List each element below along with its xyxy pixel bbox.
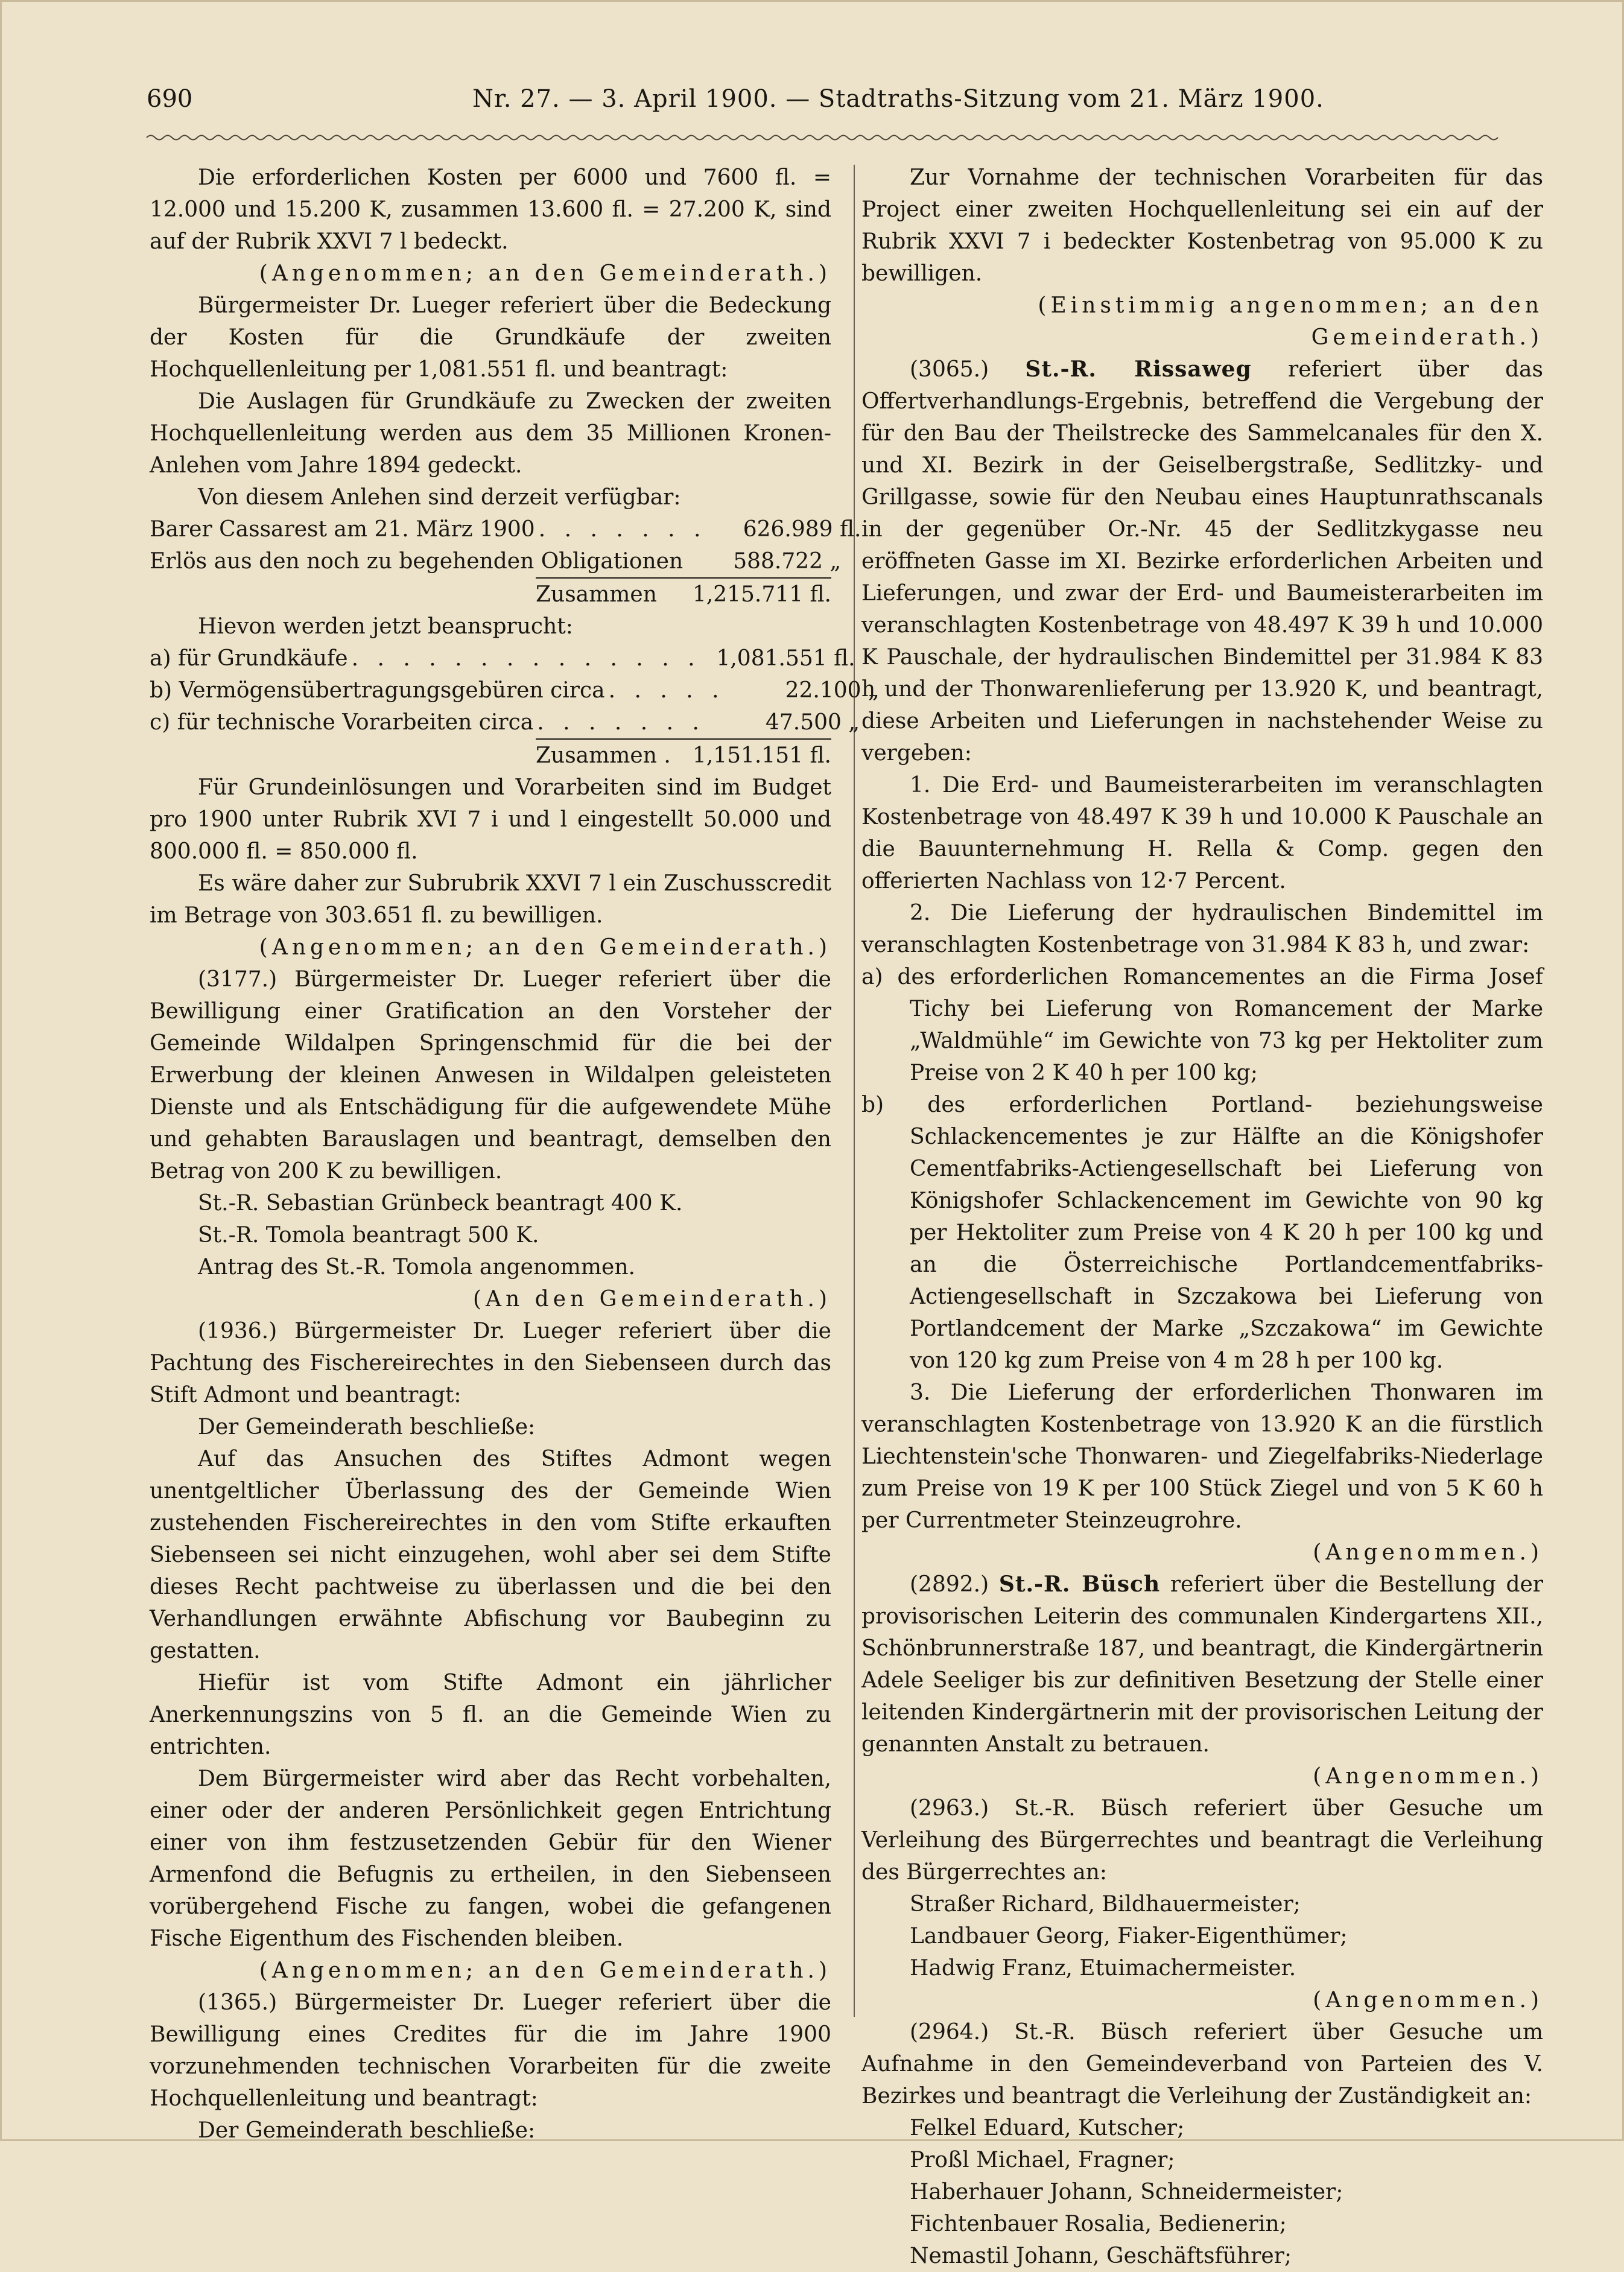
total-amount: 1,151.151 fl.	[692, 743, 831, 768]
ledger-label: c) für technische Vorarbeiten circa	[150, 710, 534, 735]
ledger-row	[150, 643, 855, 674]
paragraph: (1365.) Bürgermeister Dr. Lueger referiert über die Bewilligung eines Credites für die im Jahre 1900 vorzunehmenden technischen Vorarbeiten für die zweite Hochquellenleitung und beantragt:	[150, 1990, 831, 2111]
paragraph: Dem Bürgermeister wird aber das Recht vorbehalten, einer oder der anderen Persönlichkeit gegen Entrichtung einer von ihm festzusetzenden Gebür für den Wiener Armenfond die Befugnis zu ertheilen, in den Siebenseen vorübergehend Fische zu fangen, wobei die gefangenen Fische Eigenthum des Fischenden bleiben.	[150, 1766, 831, 1951]
item-number: (2892.)	[910, 1572, 989, 1597]
paragraph: Es wäre daher zur Subrubrik XXVI 7 l ein Zuschusscredit im Betrage von 303.651 fl. zu bewilligen.	[150, 871, 831, 928]
paragraph: Die Auslagen für Grundkäufe zu Zwecken der zweiten Hochquellenleitung werden aus dem 35 Millionen Kronen-Anlehen vom Jahre 1894 gedeckt.	[150, 389, 831, 478]
status-note: (Angenommen; an den Gemeinderath.)	[259, 261, 831, 286]
status-note: (Einstimmig angenommen; an den Gemeinderath.)	[1038, 293, 1543, 350]
status-note: (Angenommen.)	[1313, 1764, 1543, 1789]
sub-item: b) des erforderlichen Portland- beziehungsweise Schlackencementes je zur Hälfte an die Königshofer Cementfabriks-Actiengesellschaft bei Lieferung von Königshofer Schlackencement im Gewichte von 90 kg per Hektoliter zum Preise von 4 K 20 h per 100 kg und an die Österreichische Portlandcementfabriks-Actiengesellschaft in Szczakowa bei Lieferung von Portlandcement der Marke „Szczakowa“ im Gewichte von 120 kg zum Preise von 4 m 28 h per 100 kg.	[861, 1093, 1543, 1373]
paragraph: (3177.) Bürgermeister Dr. Lueger referiert über die Bewilligung einer Gratification an den Vorsteher der Gemeinde Wildalpen Springenschmid für die bei der Erwerbung der kleinen Anwesen in Wildalpen geleisteten Dienste und als Entschädigung für die aufgewendete Mühe und gehabten Barauslagen und beantragt, demselben den Betrag von 200 K zu bewilligen.	[150, 967, 831, 1184]
page-header	[147, 85, 1498, 121]
status-note: (Angenommen.)	[1313, 1540, 1543, 1565]
name-entry: Felkel Eduard, Kutscher;	[910, 2116, 1185, 2140]
paragraph: Bürgermeister Dr. Lueger referiert über die Bedeckung der Kosten für die Grundkäufe der zweiten Hochquellenleitung per 1,081.551 fl. und beantragt:	[150, 293, 831, 382]
wavy-divider	[147, 133, 1498, 142]
ledger-label: b) Vermögensübertragungsgebüren circa	[150, 678, 605, 703]
name-entry: Fichtenbauer Rosalia, Bedienerin;	[910, 2212, 1287, 2236]
ledger-total-row	[536, 577, 831, 611]
paragraph	[861, 354, 1543, 769]
right-column	[861, 162, 1543, 2272]
leader-dots: . . . . . . . . . . . . . .	[351, 646, 701, 671]
speaker-name: St.-R. Büsch	[998, 1572, 1161, 1597]
leader-dots: . . . . .	[608, 678, 725, 703]
name-entry: Haberhauer Johann, Schneidermeister;	[910, 2180, 1343, 2204]
leader-dots: . . . . . . .	[538, 517, 707, 542]
name-entry: Hadwig Franz, Etuimachermeister.	[910, 1956, 1296, 1981]
paragraph: Die erforderlichen Kosten per 6000 und 7600 fl. = 12.000 und 15.200 K, zusammen 13.600 fl. = 27.200 K, sind auf der Rubrik XXVI 7 l bedeckt.	[150, 165, 831, 254]
paragraph: 2. Die Lieferung der hydraulischen Bindemittel im veranschlagten Kostenbetrage von 31.984 K 83 h, und zwar:	[861, 901, 1543, 957]
speaker-name: St.-R. Rissaweg	[1025, 357, 1252, 382]
page-number: 690	[147, 85, 193, 113]
ledger-total-row	[536, 738, 831, 772]
ledger-row	[150, 545, 842, 577]
paragraph: (2963.) St.-R. Büsch referiert über Gesuche um Verleihung des Bürgerrechtes und beantragt die Verleihung des Bürgerrechtes an:	[861, 1796, 1543, 1885]
paragraph: St.-R. Tomola beantragt 500 K.	[198, 1223, 539, 1248]
ledger-row	[150, 674, 880, 706]
ledger-amount: 47.500 „	[765, 710, 860, 735]
paragraph-text: referiert über die Bestellung der provisorischen Leiterin des communalen Kindergartens XII., Schönbrunnerstraße 187, und beantragt, die Kindergärtnerin Adele Seeliger bis zur definitiven Besetzung der Stelle einer leitenden Kindergärtnerin mit der provisorischen Leitung der genannten Anstalt zu betrauen.	[861, 1572, 1543, 1757]
ledger-label: Barer Cassarest am 21. März 1900	[150, 517, 535, 542]
ledger-amount: 1,081.551 fl.	[716, 646, 855, 671]
total-label: Zusammen	[536, 582, 657, 607]
paragraph: 1. Die Erd- und Baumeisterarbeiten im veranschlagten Kostenbetrage von 48.497 K 39 h und 10.000 K Pauschale an die Bauunternehmung H. Rella & Comp. gegen den offerierten Nachlass von 12·7 Percent.	[861, 773, 1543, 893]
ledger-amount: 22.100 „	[785, 678, 880, 703]
name-entry: Landbauer Georg, Fiaker-Eigenthümer;	[910, 1924, 1348, 1949]
paragraph: Hiefür ist vom Stifte Admont ein jährlicher Anerkennungszins von 5 fl. an die Gemeinde Wien zu entrichten.	[150, 1671, 831, 1759]
paragraph-text: referiert über das Offertverhandlungs-Ergebnis, betreffend die Vergebung der für den Bau der Theilstrecke des Sammelcanales für den X. und XI. Bezirk in der Geiselbergstraße, Sedlitzky- und Grillgasse, sowie für den Neubau eines Hauptunrathscanals in der gegenüber Or.-Nr. 45 der Sedlitzkygasse neu eröffneten Gasse im XI. Bezirke erforderlichen Arbeiten und Lieferungen, und zwar der Erd- und Baumeisterarbeiten im veranschlagten Kostenbetrage von 48.497 K 39 h und 10.000 K Pauschale, der hydraulischen Bindemittel per 31.984 K 83 h und der Thonwarenlieferung per 13.920 K, und beantragt, diese Arbeiten und Lieferungen in nachstehender Weise zu vergeben:	[861, 357, 1543, 766]
paragraph: (2964.) St.-R. Büsch referiert über Gesuche um Aufnahme in den Gemeindeverband von Parteien des V. Bezirkes und beantragt die Verleihung der Zuständigkeit an:	[861, 2020, 1543, 2109]
paragraph: Antrag des St.-R. Tomola angenommen.	[198, 1255, 635, 1280]
paragraph: Von diesem Anlehen sind derzeit verfügbar:	[198, 485, 681, 510]
paragraph: Für Grundeinlösungen und Vorarbeiten sind im Budget pro 1900 unter Rubrik XVI 7 i und l eingestellt 50.000 und 800.000 fl. = 850.000 fl.	[150, 775, 831, 864]
column-divider	[854, 165, 855, 2017]
paragraph: Hievon werden jetzt beansprucht:	[198, 614, 573, 639]
ledger-label: Erlös aus den noch zu begehenden Obligationen	[150, 549, 684, 574]
ledger-row	[150, 513, 861, 545]
paragraph: 3. Die Lieferung der erforderlichen Thonwaren im veranschlagten Kostenbetrage von 13.920 K an die fürstlich Liechtenstein'sche Thonwaren- und Ziegelfabriks-Niederlage zum Preise von 19 K per 100 Stück Ziegel und von 5 K 60 h per Currentmeter Steinzeugrohre.	[861, 1380, 1543, 1533]
leader-dots: . . . . . . .	[537, 710, 705, 735]
ledger-amount: 588.722 „	[733, 549, 842, 574]
total-label: Zusammen .	[536, 743, 671, 768]
status-note: (An den Gemeinderath.)	[472, 1287, 831, 1312]
item-number: (3065.)	[910, 357, 989, 382]
name-entry: Nemastil Johann, Geschäftsführer;	[910, 2244, 1292, 2268]
name-entry: Proßl Michael, Fragner;	[910, 2148, 1175, 2172]
running-title: Nr. 27. — 3. April 1900. — Stadtraths-Sitzung vom 21. März 1900.	[472, 85, 1324, 113]
left-column	[150, 162, 880, 2147]
paragraph	[861, 1569, 1543, 1760]
name-entry: Straßer Richard, Bildhauermeister;	[910, 1892, 1301, 1917]
paragraph: Der Gemeinderath beschließe:	[198, 1415, 536, 1439]
status-note: (Angenommen; an den Gemeinderath.)	[259, 935, 831, 960]
paragraph: Der Gemeinderath beschließe:	[198, 2118, 536, 2143]
paragraph: Zur Vornahme der technischen Vorarbeiten für das Project einer zweiten Hochquellenleitung sei ein auf der Rubrik XXVI 7 i bedeckter Kostenbetrag von 95.000 K zu bewilligen.	[861, 165, 1543, 286]
paragraph: Auf das Ansuchen des Stiftes Admont wegen unentgeltlicher Überlassung des der Gemeinde Wien zustehenden Fischereirechtes in den vom Stifte erkauften Siebenseen sei nicht einzugehen, wohl aber sei dem Stifte dieses Recht pachtweise zu überlassen und die bei den Verhandlungen erwähnte Abfischung vor Baubeginn zu gestatten.	[150, 1447, 831, 1663]
ledger-row	[150, 706, 860, 738]
status-note: (Angenommen.)	[1313, 1988, 1543, 2013]
sub-item: a) des erforderlichen Romancementes an die Firma Josef Tichy bei Lieferung von Romancement der Marke „Waldmühle“ im Gewichte von 73 kg per Hektoliter zum Preise von 2 K 40 h per 100 kg;	[861, 965, 1543, 1085]
paragraph: (1936.) Bürgermeister Dr. Lueger referiert über die Pachtung des Fischereirechtes in den Siebenseen durch das Stift Admont und beantragt:	[150, 1319, 831, 1407]
ledger-label: a) für Grundkäufe	[150, 646, 348, 671]
total-amount: 1,215.711 fl.	[692, 582, 831, 607]
paragraph: St.-R. Sebastian Grünbeck beantragt 400 K.	[198, 1191, 683, 1216]
status-note: (Angenommen; an den Gemeinderath.)	[259, 1958, 831, 1983]
ledger-amount: 626.989 fl.	[743, 517, 861, 542]
